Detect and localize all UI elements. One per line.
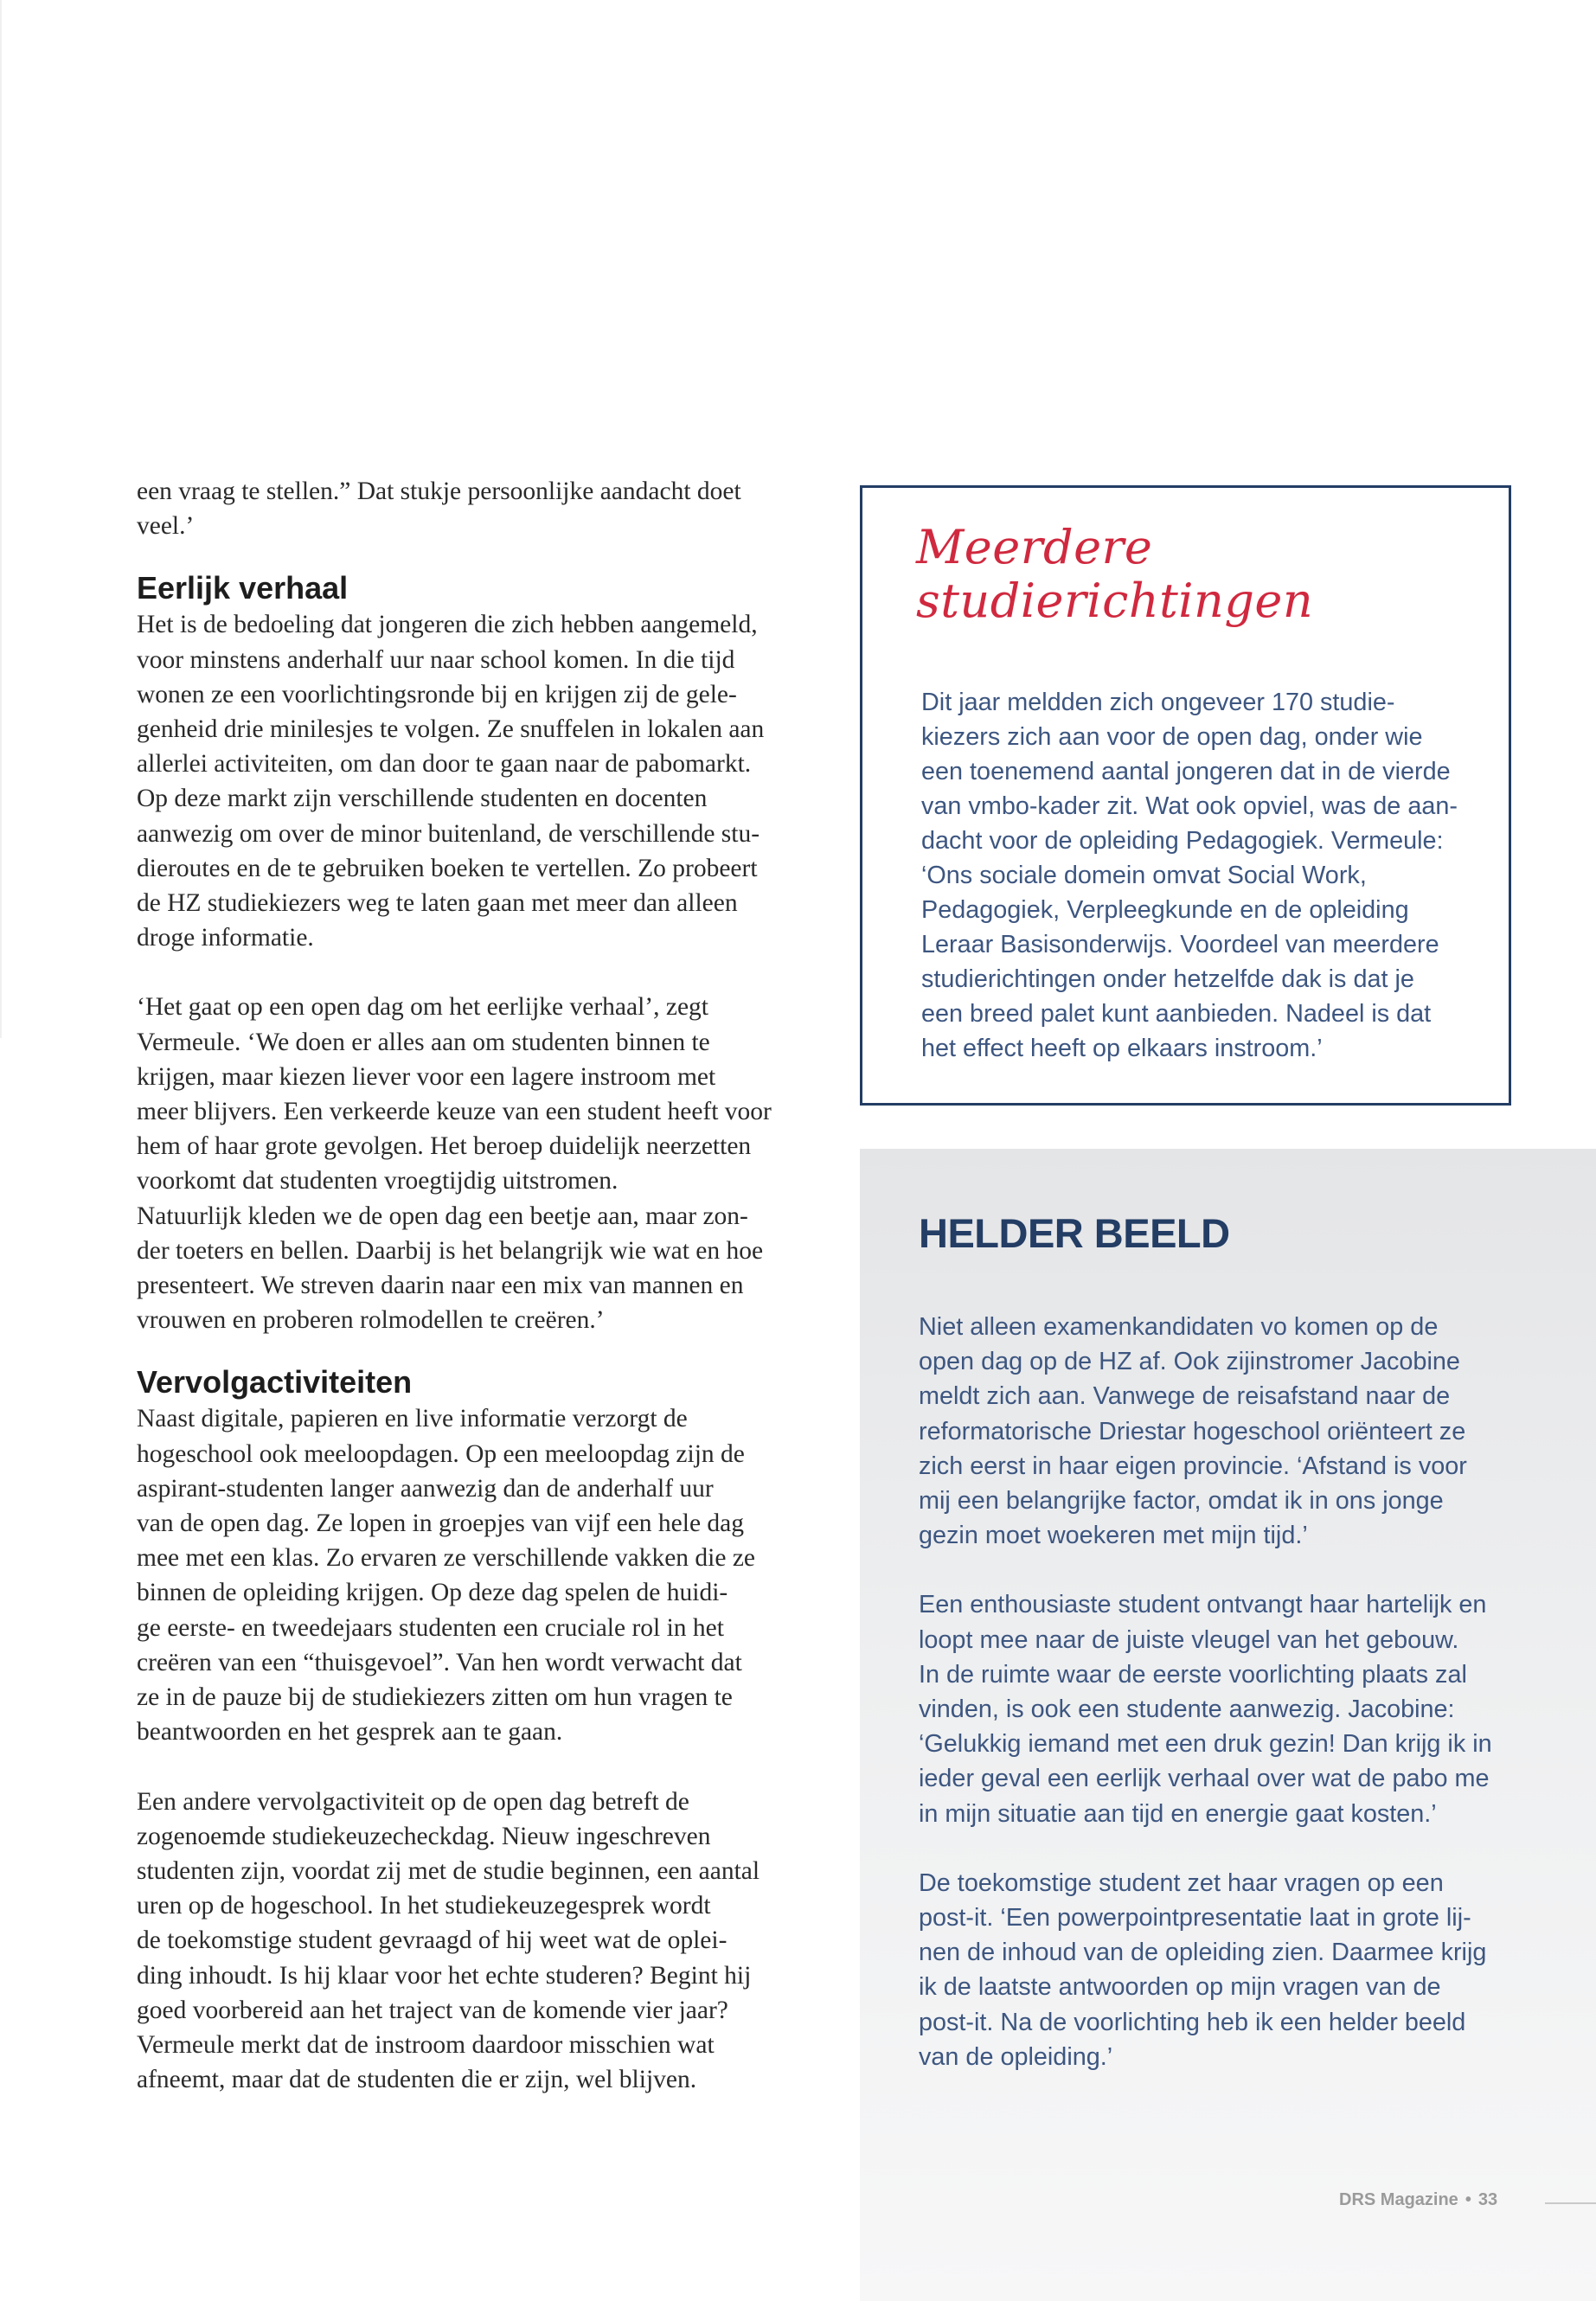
text-line: post-it. Na de voorlichting heb ik een helder beeld [919,2008,1466,2036]
text-line: hogeschool ook meeloopdagen. Op een meeloopdag zijn de [137,1439,745,1468]
text-line: goed voorbereid aan het traject van de komende vier jaar? [137,1996,728,2024]
text-line: kiezers zich aan voor de open dag, onder wie [921,723,1423,751]
text-line: Natuurlijk kleden we de open dag een beetje aan, maar zon- [137,1202,748,1230]
text-line: loopt mee naar de juiste vleugel van het gebouw. [919,1625,1459,1654]
text-line: Een andere vervolgactiviteit op de open dag betreft de [137,1787,689,1816]
text-line: Leraar Basisonderwijs. Voordeel van meerdere [921,931,1439,958]
text-line: ‘Ons sociale domein omvat Social Work, [921,862,1367,889]
text-line: voorkomt dat studenten vroegtijdig uitstromen. [137,1167,619,1195]
text-line: meer blijvers. Een verkeerde keuze van een student heeft voor [137,1098,772,1126]
text-line: ieder geval een eerlijk verhaal over wat de pabo me [919,1765,1490,1793]
text-line: zich eerst in haar eigen provincie. ‘Afstand is voor [919,1452,1467,1480]
panel-paragraph-2 [919,1587,1524,1830]
text-line: ze in de pauze bij de studiekiezers zitten om hun vragen te [137,1683,733,1712]
text-line: hem of haar grote gevolgen. Het beroep duidelijk neerzetten [137,1132,752,1161]
text-line: vinden, is ook een studente aanwezig. Jacobine: [919,1695,1455,1724]
text-line: ik de laatste antwoorden op mijn vragen van de [919,1973,1441,2002]
text-line: de HZ studiekiezers weg te laten gaan met meer dan alleen [137,889,738,918]
text-line: Op deze markt zijn verschillende studenten en docenten [137,785,708,813]
text-line: allerlei activiteiten, om dan door te gaan naar de pabomarkt. [137,750,752,779]
text-line: ‘Het gaat op een open dag om het eerlijke verhaal’, zegt [137,993,708,1022]
text-line: open dag op de HZ af. Ook zijinstromer Jacobine [919,1348,1460,1376]
text-line: presenteert. We streven daarin naar een mix van mannen en [137,1272,744,1300]
sidebar-box-title-line2: studierichtingen [916,574,1314,628]
text-line: Dit jaar meldden zich ongeveer 170 studie- [921,689,1395,716]
paragraph-meeloopdagen [137,1401,811,1749]
text-line: beantwoorden en het gesprek aan te gaan. [137,1718,563,1747]
text-line: De toekomstige student zet haar vragen op een [919,1868,1444,1897]
text-line: van de opleiding.’ [919,2042,1113,2071]
text-line: aanwezig om over de minor buitenland, de verschillende stu- [137,819,760,848]
footer-page-number: 33 [1477,2190,1498,2209]
article-main-column [137,474,811,2097]
text-line: dieroutes en de te gebruiken boeken te vertellen. Zo probeert [137,854,758,882]
text-line: Niet alleen examenkandidaten vo komen op de [919,1313,1439,1341]
text-line: Naast digitale, papieren en live informatie verzorgt de [137,1405,688,1433]
text-line: Vermeule merkt dat de instroom daardoor misschien wat [137,2030,715,2059]
footer-separator: • [1465,2190,1471,2209]
text-line: in mijn situatie aan tijd en energie gaat kosten.’ [919,1799,1437,1828]
text-line: mee met een klas. Zo ervaren ze verschillende vakken die ze [137,1544,756,1573]
text-line: van vmbo-kader zit. Wat ook opviel, was de aan- [921,792,1458,820]
text-line: binnen de opleiding krijgen. Op deze dag spelen de huidi- [137,1579,728,1607]
sidebar-box-title-line1: Meerdere [916,520,1153,574]
sidebar-box-text [921,685,1492,1066]
text-line: een breed palet kunt aanbieden. Nadeel is dat [921,1000,1432,1028]
paragraph-gap [137,955,811,990]
sidebar-box-studierichtingen [860,485,1511,1106]
text-line: afneemt, maar dat de studenten die er zijn, wel blijven. [137,2066,697,2094]
sidebar-panel-helder-beeld [860,1149,1596,2301]
text-line: In de ruimte waar de eerste voorlichting plaats zal [919,1660,1467,1689]
text-line: Vermeule. ‘We doen er alles aan om studenten binnen te [137,1028,710,1056]
panel-paragraph-3 [919,1866,1524,2074]
text-line: van de open dag. Ze lopen in groepjes van vijf een hele dag [137,1509,745,1538]
page-edge [0,0,2,1038]
heading-eerlijk-verhaal: Eerlijk verhaal [137,570,349,606]
paragraph-gap [137,1750,811,1785]
paragraph-studiekeuzecheckdag [137,1785,811,2098]
text-line: ‘Gelukkig iemand met een druk gezin! Dan krijg ik in [919,1730,1492,1759]
text-line: voor minstens anderhalf uur naar school komen. In die tijd [137,645,735,674]
text-line: een vraag te stellen.” Dat stukje persoonlijke aandacht doet [137,478,741,505]
text-line: een toenemend aantal jongeren dat in de vierde [921,758,1451,785]
text-line: ge eerste- en tweedejaars studenten een cruciale rol in het [137,1613,724,1642]
text-line: uren op de hogeschool. In het studiekeuzegesprek wordt [137,1892,711,1920]
text-line: genheid drie minilesjes te volgen. Ze snuffelen in lokalen aan [137,715,765,744]
text-line: vrouwen en proberen rolmodellen te creëren.’ [137,1306,605,1335]
footer-rule [1545,2202,1596,2204]
text-line: meldt zich aan. Vanwege de reisafstand naar de [919,1382,1451,1411]
paragraph-quote-vermeule [137,990,811,1337]
text-line: droge informatie. [137,924,314,952]
text-line: zogenoemde studiekeuzecheckdag. Nieuw ingeschreven [137,1822,711,1850]
text-line: ding inhoudt. Is hij klaar voor het echte studeren? Begint hij [137,1961,752,1990]
paragraph-gap [919,1553,1524,1587]
text-line: studierichtingen onder hetzelfde dak is dat je [921,965,1414,993]
text-line: mij een belangrijke factor, omdat ik in ons jonge [919,1487,1444,1516]
text-line: studenten zijn, voordat zij met de studie beginnen, een aantal [137,1856,760,1885]
paragraph-gap [919,1831,1524,1866]
text-line: nen de inhoud van de opleiding zien. Daarmee krijg [919,1939,1487,1967]
text-line: der toeters en bellen. Daarbij is het belangrijk wie wat en hoe [137,1236,764,1265]
text-line: dacht voor de opleiding Pedagogiek. Vermeule: [921,827,1444,855]
text-line: Een enthousiaste student ontvangt haar hartelijk en [919,1591,1487,1619]
footer-magazine-name: DRS Magazine [1339,2190,1458,2209]
paragraph-eerlijk-verhaal [137,607,811,955]
sidebar-panel-text [919,1310,1524,2074]
text-line: post-it. ‘Een powerpointpresentatie laat in grote lij- [919,1904,1471,1932]
panel-paragraph-1 [919,1310,1524,1553]
text-line: het effect heeft op elkaars instroom.’ [921,1035,1323,1062]
text-line: wonen ze een voorlichtingsronde bij en krijgen zij de gele- [137,680,737,708]
text-line: aspirant-studenten langer aanwezig dan de anderhalf uur [137,1474,714,1503]
text-line: veel.’ [137,512,195,541]
intro-paragraph [137,474,811,543]
text-line: krijgen, maar kiezen liever voor een lagere instroom met [137,1062,716,1091]
sidebar-box-title [916,521,1435,628]
text-line: Het is de bedoeling dat jongeren die zich hebben aangemeld, [137,611,758,639]
sidebar-panel-title: HELDER BEELD [919,1210,1230,1256]
text-line: gezin moet woekeren met mijn tijd.’ [919,1522,1308,1550]
heading-vervolgactiviteiten: Vervolgactiviteiten [137,1364,413,1400]
page-footer [1339,2189,1497,2211]
text-line: reformatorische Driestar hogeschool oriënteert ze [919,1417,1466,1445]
text-line: de toekomstige student gevraagd of hij weet wat de oplei- [137,1926,727,1955]
text-line: Pedagogiek, Verpleegkunde en de opleiding [921,896,1409,924]
text-line: creëren van een “thuisgevoel”. Van hen wordt verwacht dat [137,1648,742,1676]
